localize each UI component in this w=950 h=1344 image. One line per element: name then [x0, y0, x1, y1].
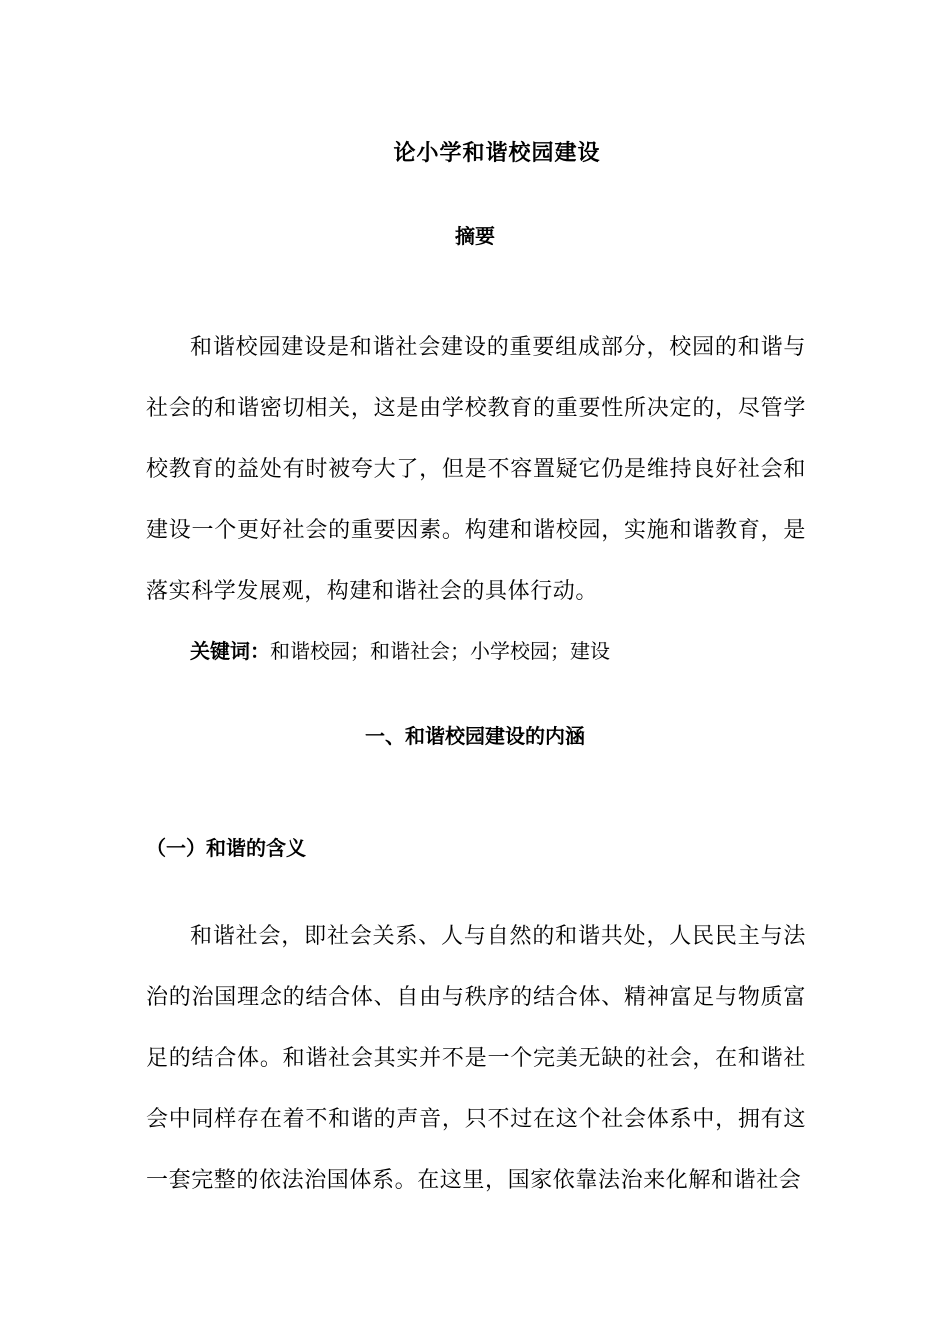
abstract-heading: 摘要: [455, 224, 495, 248]
abstract-paragraph: 和谐校园建设是和谐社会建设的重要组成部分，校园的和谐与社会的和谐密切相关，这是由学校教育的重要性所决定的，尽管学校教育的益处有时被夸大了，但是不容置疑它仍是维持良好社会和建设一个更好社会的重要因素。构建和谐校园，实施和谐教育，是落实科学发展观，构建和谐社会的具体行动。: [146, 335, 806, 604]
keywords-line: [190, 634, 610, 668]
section-heading: 一、和谐校园建设的内涵: [365, 724, 585, 748]
body-paragraph: 和谐社会，即社会关系、人与自然的和谐共处，人民民主与法治的治国理念的结合体、自由与秩序的结合体、精神富足与物质富足的结合体。和谐社会其实并不是一个完美无缺的社会，在和谐社会中同样存在着不和谐的声音，只不过在这个社会体系中，拥有这一套完整的依法治国体系。在这里，国家依靠法治来化解和谐社会: [146, 924, 806, 1193]
keywords-text: 和谐校园；和谐社会；小学校园；建设: [270, 639, 610, 663]
document-title: 论小学和谐校园建设: [393, 141, 601, 166]
subsection-heading: （一）和谐的含义: [146, 836, 306, 860]
keywords-label: 关键词：: [190, 639, 270, 663]
